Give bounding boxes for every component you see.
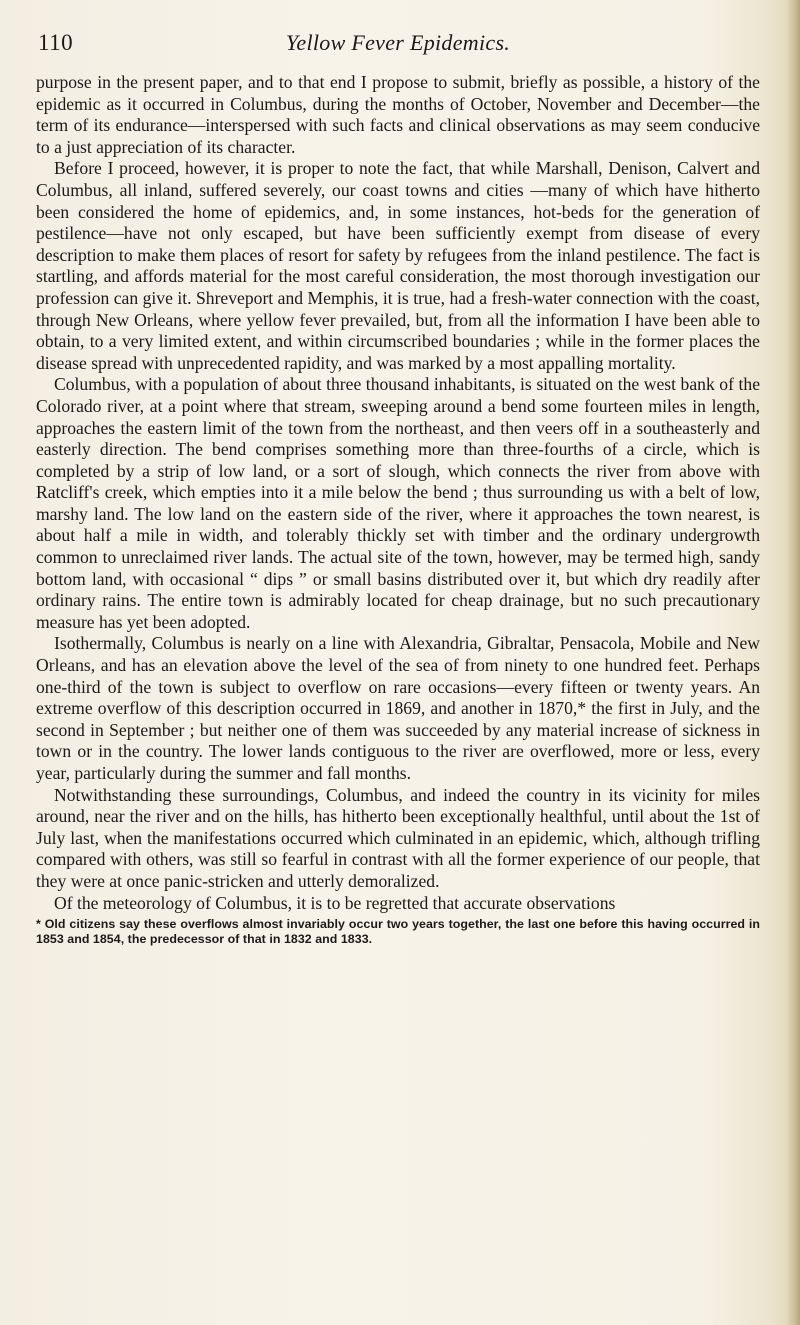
paragraph-6: Of the meteorology of Columbus, it is to be regretted that accurate observations	[54, 892, 616, 913]
running-title: Yellow Fever Epidemics.	[285, 30, 511, 55]
paragraph-1: purpose in the present paper, and to that end I propose to submit, briefly as possible, a history of the epidemic as it occurred in Columbus, during the months of October, November and December—the term of its endurance—interspersed with such facts and clinical observations as may seem conducive to a just appreciation of its character.	[36, 72, 760, 157]
body-text	[36, 72, 760, 914]
footnote	[36, 917, 760, 947]
book-page	[36, 30, 760, 947]
page-number: 110	[38, 30, 74, 55]
paragraph-3: Columbus, with a population of about three thousand inhabitants, is situated on the west bank of the Colorado river, at a point where that stream, sweeping around a bend some fourteen miles in length, approaches the eastern limit of the town from the northeast, and then veers off in a southeasterly and easterly direction. The bend comprises something more than three-fourths of a circle, which is completed by a strip of low land, or a sort of slough, which connects the river from above with Ratcliff's creek, which empties into it a mile below the bend ; thus surrounding us with a belt of low, marshy land. The low land on the eastern side of the river, where it approaches the town nearest, is about half a mile in width, and tolerably thickly set with timber and the ordinary undergrowth common to unreclaimed river lands. The actual site of the town, however, may be termed high, sandy bottom land, with occasional “ dips ” or small basins distributed over it, but which dry readily after ordinary rains. The entire town is admirably located for cheap drainage, but no such precautionary measure has yet been adopted.	[36, 374, 760, 632]
running-head	[36, 30, 760, 64]
footnote-text: * Old citizens say these overflows almost invariably occur two years together, the last one before this having occurred in 1853 and 1854, the predecessor of that in 1832 and 1833.	[36, 917, 760, 947]
paragraph-4: Isothermally, Columbus is nearly on a line with Alexandria, Gibraltar, Pensacola, Mobile and New Orleans, and has an elevation above the level of the sea of from ninety to one hundred feet. Perhaps one-third of the town is subject to overflow on rare occasions—every fifteen or twenty years. An extreme overflow of this description occurred in 1869, and another in 1870,* the first in July, and the second in September ; but neither one of them was succeeded by any material increase of sickness in town or in the country. The lower lands contiguous to the river are overflowed, more or less, every year, particularly during the summer and fall months.	[36, 633, 760, 783]
page-edge-shadow	[786, 0, 800, 1325]
paragraph-2: Before I proceed, however, it is proper to note the fact, that while Marshall, Denison, Calvert and Columbus, all inland, suffered severely, our coast towns and cities —many of which have hitherto been considered the home of epidemics, and, in some instances, hot-beds for the generation of pestilence—have not only escaped, but have been sufficiently exempt from disease of every description to make them places of resort for safety by refugees from the inland pestilence. The fact is startling, and affords material for the most careful consideration, the most thorough investigation our profession can give it. Shreveport and Memphis, it is true, had a fresh-water connection with the coast, through New Orleans, where yellow fever prevailed, but, from all the information I have been able to obtain, to a very limited extent, and within circumscribed boundaries ; while in the former places the disease spread with unprecedented rapidity, and was marked by a most appalling mortality.	[36, 158, 760, 373]
paragraph-5: Notwithstanding these surroundings, Columbus, and indeed the country in its vicinity for miles around, near the river and on the hills, has hitherto been exceptionally healthful, until about the 1st of July last, when the manifestations occurred which culminated in an epidemic, which, although trifling compared with others, was still so fearful in contrast with all the former experience of our people, that they were at once panic-stricken and utterly demoralized.	[36, 784, 760, 891]
